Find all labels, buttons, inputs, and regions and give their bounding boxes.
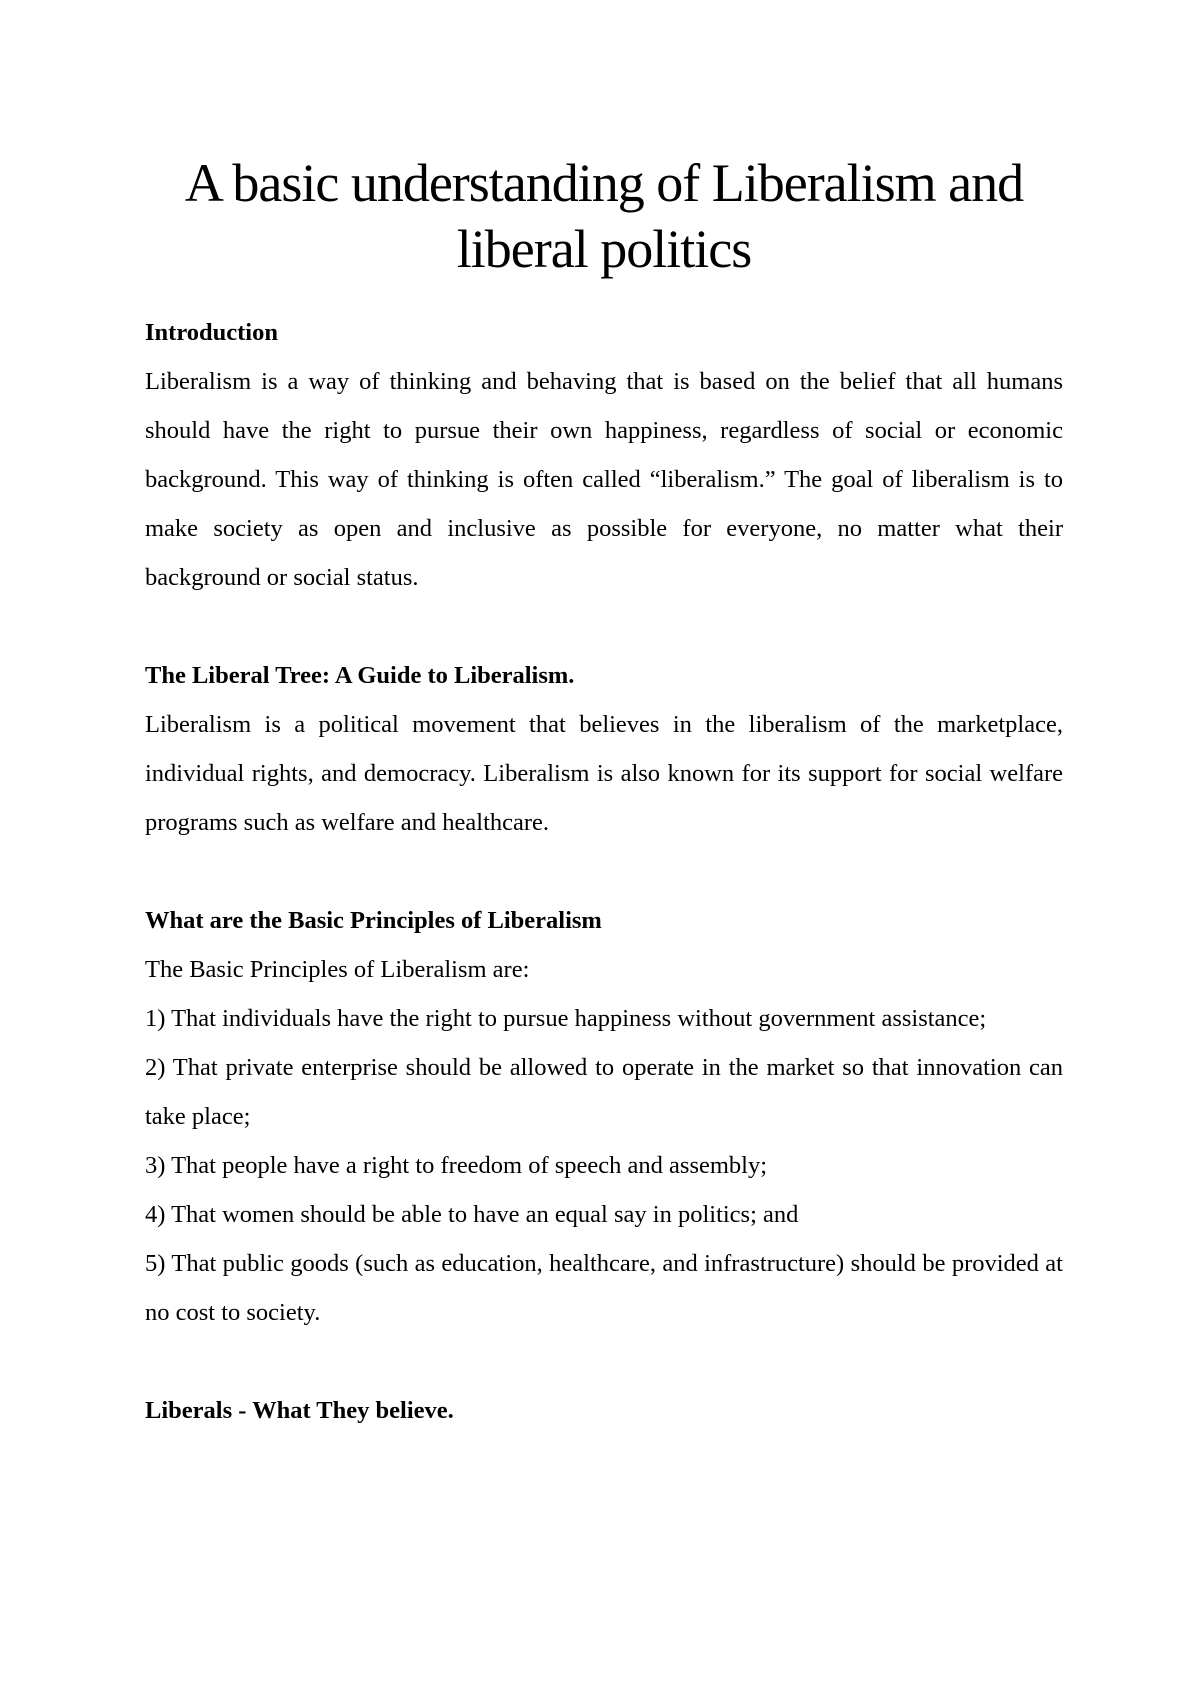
section-heading-introduction: Introduction [145,319,278,346]
section-spacer [145,847,1063,896]
section-heading-liberals: Liberals - What They believe. [145,1397,454,1424]
principle-item: 5) That public goods (such as education, healthcare, and infrastructure) should be provided at no cost to society. [145,1250,1063,1326]
principle-item: 4) That women should be able to have an equal say in politics; and [145,1201,799,1228]
section-spacer [145,602,1063,651]
liberal-tree-paragraph: Liberalism is a political movement that believes in the liberalism of the marketplace, individual rights, and democracy. Liberalism is also known for its support for social welfare programs such as welfare and healthcare. [145,711,1063,836]
document-title: A basic understanding of Liberalism and liberal politics [184,153,1024,279]
principle-item: 1) That individuals have the right to pursue happiness without government assistance; [145,1005,987,1032]
introduction-paragraph: Liberalism is a way of thinking and behaving that is based on the belief that all humans should have the right to pursue their own happiness, regardless of social or economic background. This way of thinking is often called “liberalism.” The goal of liberalism is to make society as open and inclusive as possible for everyone, no matter what their background or social status. [145,368,1063,591]
principle-item: 2) That private enterprise should be allowed to operate in the market so that innovation can take place; [145,1054,1063,1130]
section-heading-principles: What are the Basic Principles of Liberalism [145,907,602,934]
section-spacer [145,1337,1063,1386]
principles-intro: The Basic Principles of Liberalism are: [145,956,530,983]
principle-item: 3) That people have a right to freedom of speech and assembly; [145,1152,768,1179]
document-body [145,308,1063,1435]
principles-list [145,994,1063,1337]
section-heading-liberal-tree: The Liberal Tree: A Guide to Liberalism. [145,662,575,689]
